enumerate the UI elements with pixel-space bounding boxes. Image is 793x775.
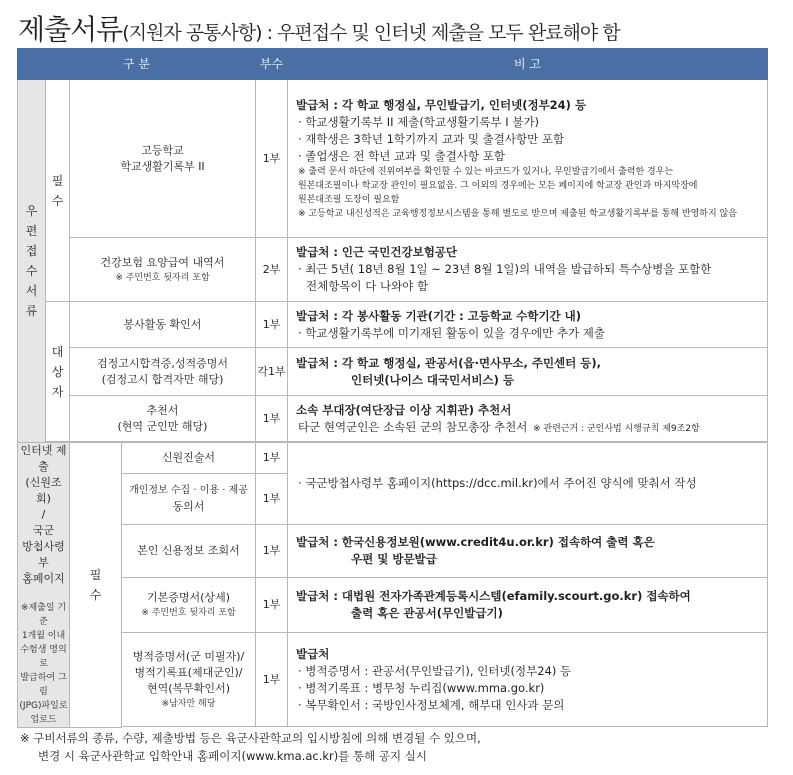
- doc-credit: 본인 신용정보 조회서: [122, 524, 256, 577]
- remarks-credit: 발급처 : 한국신용정보원(www.credit4u.or.kr) 접속하여 출력 혹은 우편 및 방문발급: [288, 524, 768, 577]
- doc-transcript: 고등학교 학교생활기록부 II: [70, 80, 256, 238]
- title-main: 제출서류: [18, 13, 123, 46]
- sub-required-internet: 필수: [70, 443, 122, 728]
- table-row: [18, 348, 768, 396]
- remarks-recommend: 소속 부대장(여단장급 이상 지휘관) 추천서 타군 현역군인은 소속된 군의 참모총장 추천서 ※ 관련근거 : 군인사법 시행규칙 제9조2항: [288, 396, 768, 442]
- count-volunteer: 1부: [256, 302, 288, 348]
- remarks-health: 발급처 : 인근 국민건강보험공단 · 최근 5년( 18년 8월 1일 ~ 23년 8월 1일)의 내역을 발급하되 특수상병을 포함한 전체항목이 다 나와야 함: [288, 238, 768, 302]
- count-transcript: 1부: [256, 80, 288, 238]
- header-remarks: 비 고: [288, 49, 768, 80]
- sub-required: 필수: [46, 80, 70, 302]
- count-health: 2부: [256, 238, 288, 302]
- count-ged: 각1부: [256, 348, 288, 396]
- remarks-ged: 발급처 : 각 학교 행정실, 관공서(읍·면사무소, 주민센터 등), 인터넷(나이스 대국민서비스) 등: [288, 348, 768, 396]
- remarks-volunteer: 발급처 : 각 봉사활동 기관(기간 : 고등학교 수학기간 내) · 학교생활기록부에 미기재된 활동이 있을 경우에만 추가 제출: [288, 302, 768, 348]
- table-row: [18, 302, 768, 348]
- sub-target: 대상자: [46, 302, 70, 442]
- count-military: 1부: [256, 632, 288, 726]
- group-internet: 인터넷 제출 (신원조회) / 국군 방첩사령부 홈페이지 ※제출일 기준 1개월 이내 수험생 명의로 발급하여 그림 (JPG)파일로 업로드: [18, 443, 70, 728]
- remarks-transcript: 발급처 : 각 학교 행정실, 무인발급기, 인터넷(정부24) 등 · 학교생활기록부 II 제출(학교생활기록부 I 불가) · 재학생은 3학년 1학기까지 교과 및 출결사항만 포함 · 졸업생은 전 학년 교과 및 출결사항 포함 ※ 출력 문서 하단에 진위여부를 확인할 수 있는 바코드가 있거나, 무인발급기에서 출력한 경우는 원본대조필이나 학교장 관인이 필요없음. 그 이외의 경우에는 모든 페이지에 학교장 관인과 마지막장에 원본대조필 도장이 필요함 ※ 고등학교 내신성적은 교육행정정보시스템을 통해 별도로 받으며 제출된 학교생활기록부를 통해 반영하지 않음: [288, 80, 768, 238]
- footer-note: [20, 729, 481, 765]
- doc-health: 건강보험 요양급여 내역서 ※ 주민번호 뒷자리 포함: [70, 238, 256, 302]
- footer-line-1: ※ 구비서류의 종류, 수량, 제출방법 등은 육군사관학교의 입시방침에 의해 변경될 수 있으며,: [20, 731, 481, 745]
- table-row: [18, 443, 768, 474]
- remarks-basic-cert: 발급처 : 대법원 전자가족관계등록시스템(efamily.scourt.go.kr) 접속하여 출력 혹은 관공서(무인발급기): [288, 577, 768, 632]
- doc-personal-statement: 신원진술서: [122, 443, 256, 474]
- table-row: [18, 80, 768, 238]
- table-row: [18, 632, 768, 726]
- remarks-dcc: · 국군방첩사령부 홈페이지(https://dcc.mil.kr)에서 주어진 양식에 맞춰서 작성: [288, 443, 768, 525]
- doc-military: 병적증명서(군 미필자)/ 병적기록표(제대군인)/ 현역(복무확인서) ※남자만 해당: [122, 632, 256, 726]
- table-row: [18, 396, 768, 442]
- table-row: [18, 238, 768, 302]
- page-title: [18, 8, 620, 48]
- count-privacy: 1부: [256, 474, 288, 525]
- table-row: [18, 524, 768, 577]
- header-category: 구 분: [18, 49, 256, 80]
- doc-basic-cert: 기본증명서(상세) ※ 주민번호 뒷자리 포함: [122, 577, 256, 632]
- count-recommend: 1부: [256, 396, 288, 442]
- footer-line-2: 변경 시 육군사관학교 입학안내 홈페이지(www.kma.ac.kr)를 통해 공지 실시: [38, 749, 427, 763]
- table-header-row: [18, 49, 768, 80]
- remarks-military: 발급처 · 병적증명서 : 관공서(무인발급기), 인터넷(정부24) 등 · 병적기록표 : 병무청 누리집(www.mma.go.kr) · 복무확인서 : 국방인사정보체계, 해부대 인사과 문의: [288, 632, 768, 726]
- doc-ged: 검정고시합격증,성적증명서 (검정고시 합격자만 해당): [70, 348, 256, 396]
- documents-table: [17, 48, 768, 728]
- doc-privacy: 개인정보 수집 · 이용 · 제공 동의서: [122, 474, 256, 525]
- title-rest: : 우편접수 및 인터넷 제출을 모두 완료해야 함: [261, 22, 620, 44]
- doc-recommend: 추천서 (현역 군인만 해당): [70, 396, 256, 442]
- count-credit: 1부: [256, 524, 288, 577]
- title-paren: (지원자 공통사항): [122, 22, 262, 44]
- header-count: 부수: [256, 49, 288, 80]
- count-basic-cert: 1부: [256, 577, 288, 632]
- count-personal-statement: 1부: [256, 443, 288, 474]
- group-mail: 우편접수 서류: [18, 80, 46, 443]
- table-row: [18, 577, 768, 632]
- doc-volunteer: 봉사활동 확인서: [70, 302, 256, 348]
